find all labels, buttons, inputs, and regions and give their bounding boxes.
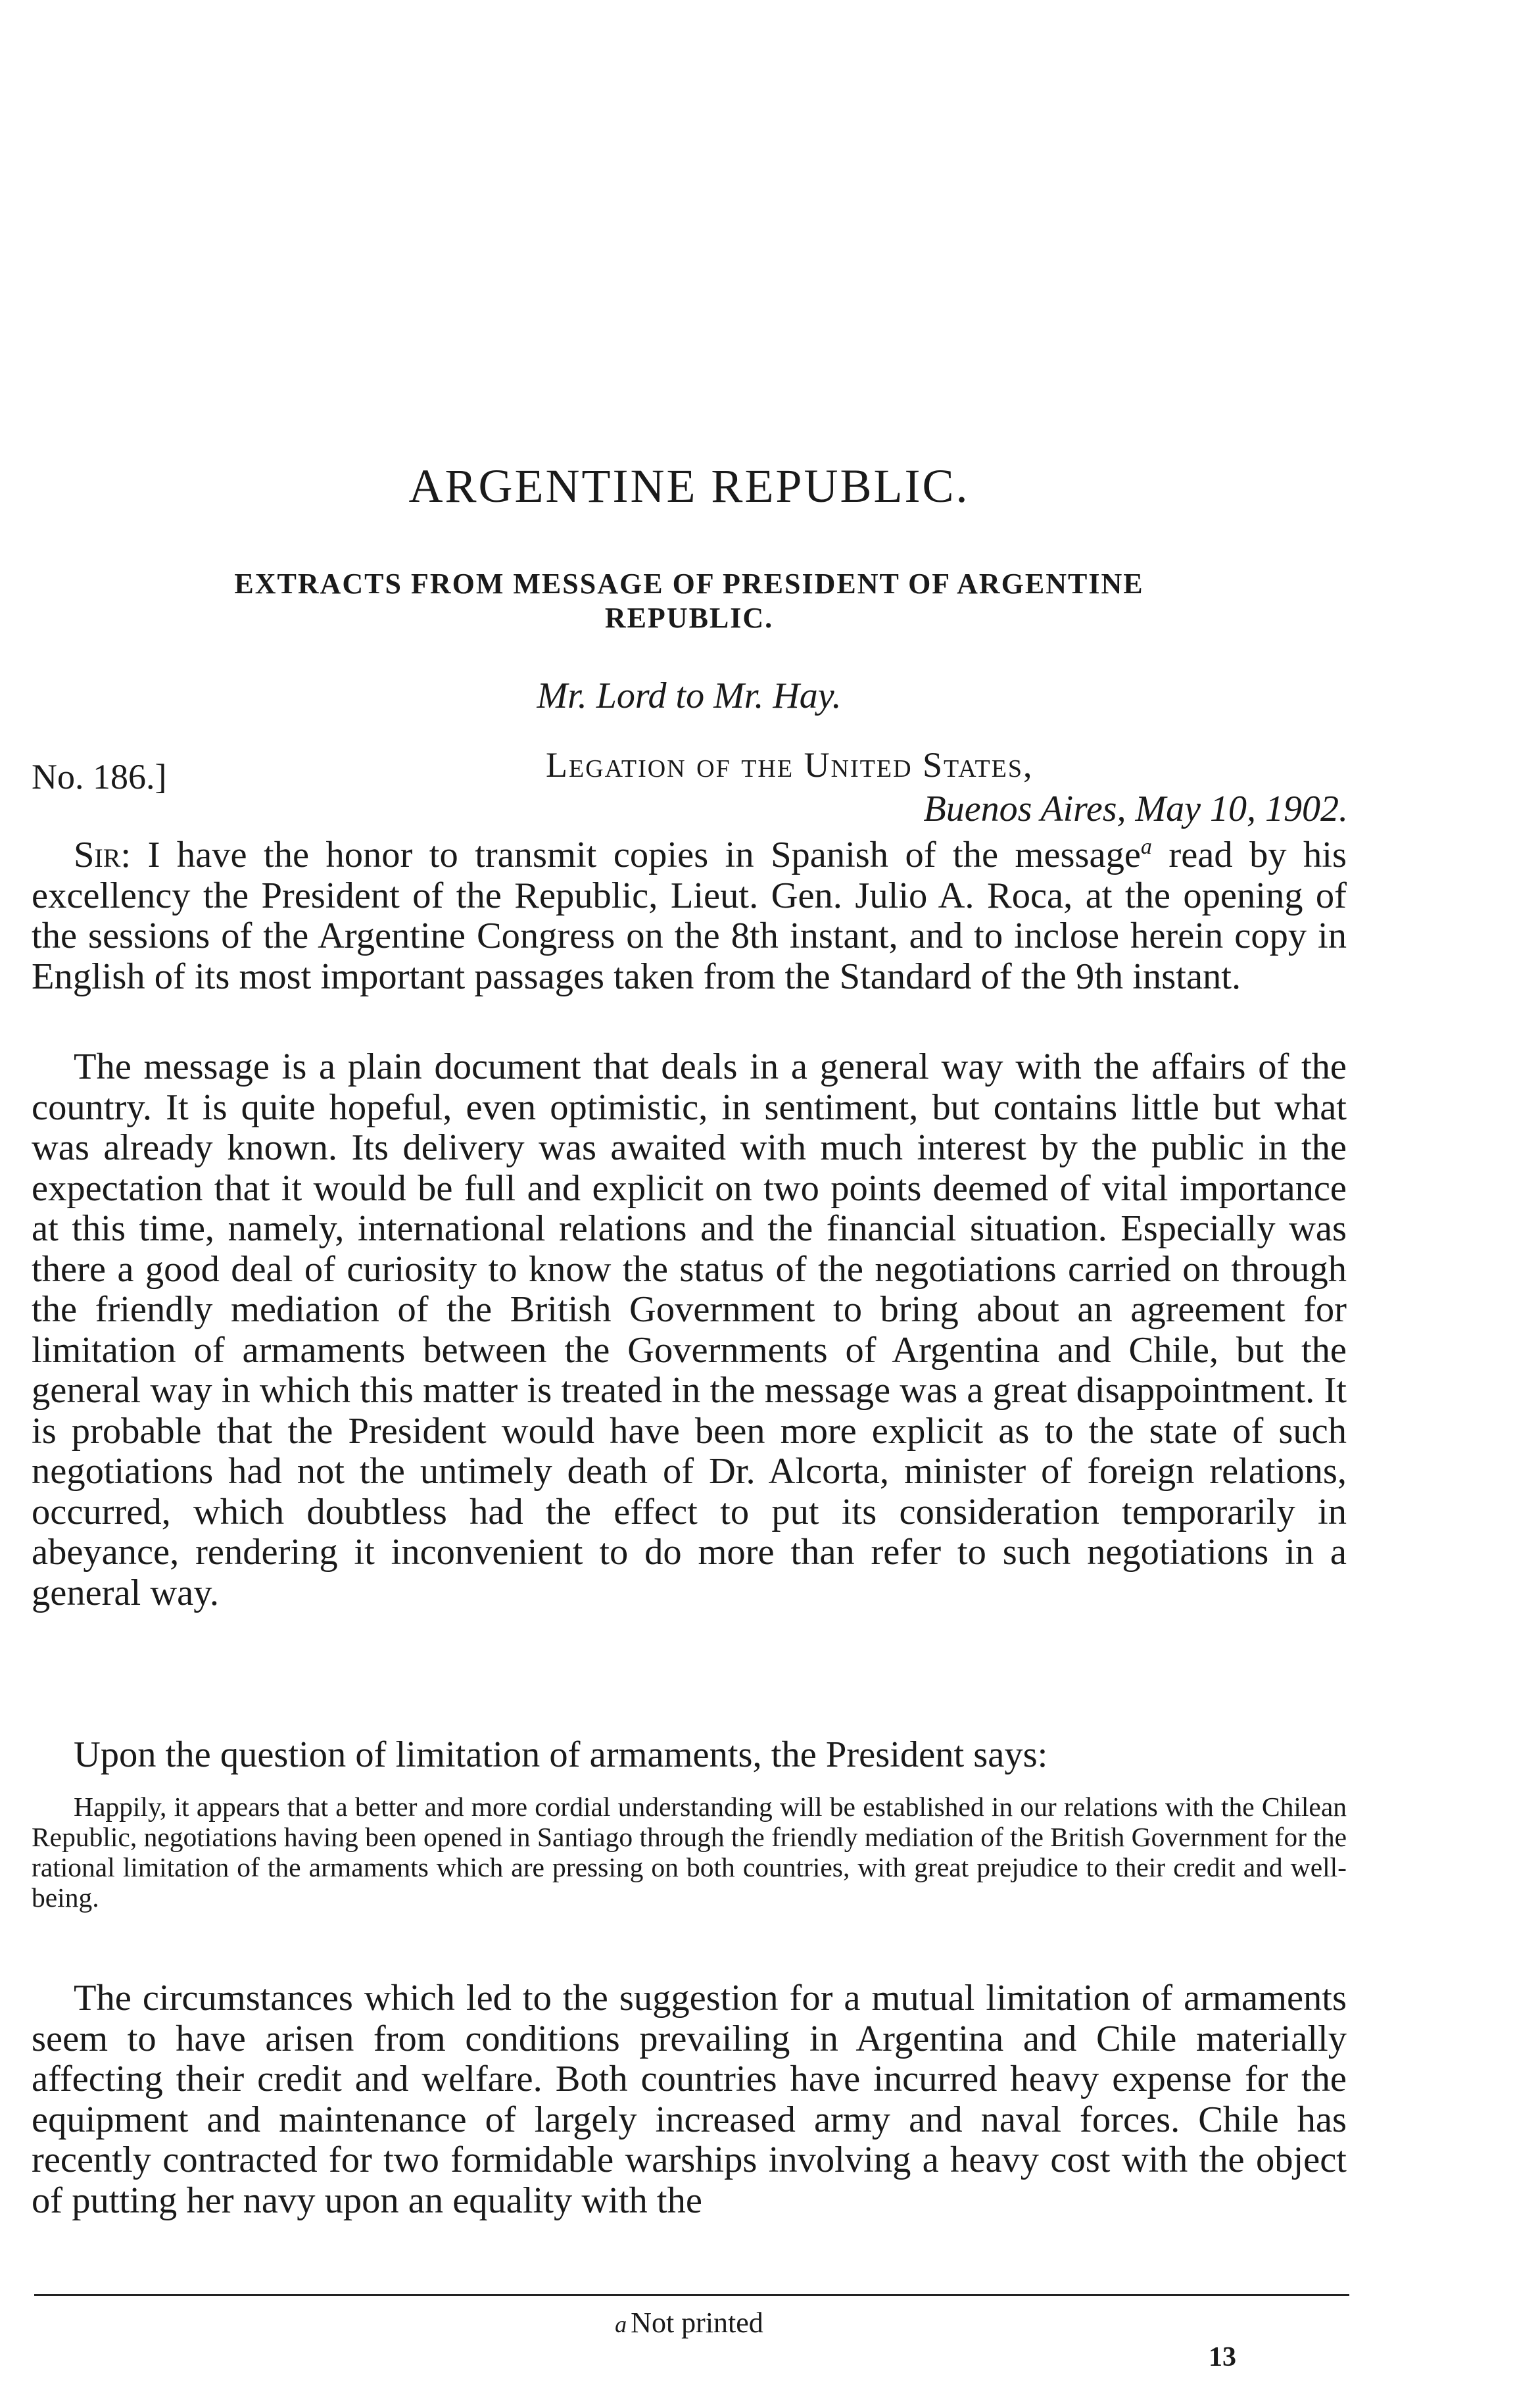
section-subtitle [32, 567, 1347, 635]
document-number: No. 186.] [32, 757, 167, 796]
footnote-divider [34, 2294, 1349, 2296]
addressee-line: Mr. Lord to Mr. Hay. [537, 675, 842, 716]
letter-origin: Legation of the United States, [546, 745, 1034, 785]
paragraph-1-text-b: read by his excellency the President of the Republic, Lieut. Gen. Julio A. Roca, at the opening of the sessions of the Argentine Congress on the 8th instant, and to inclose herein copy in English of its most important passages taken from the Standard of the 9th instant. [32, 835, 1347, 997]
paragraph-4: The circumstances which led to the suggestion for a mutual limitation of armaments seem to have arisen from conditions prevailing in Argentina and Chile materially affecting their credit and welfare. Both countries have incurred heavy expense for the equipment and maintenance of largely increased army and naval forces. Chile has recently contracted for two formidable warships involving a heavy cost with the object of putting her navy upon an equality with the [32, 1978, 1347, 2221]
footnote [32, 2306, 1347, 2339]
subtitle-line-2: REPUBLIC. [604, 601, 774, 634]
footnote-text: Not printed [631, 2307, 763, 2339]
page-number: 13 [1209, 2342, 1236, 2372]
paragraph-2: The message is a plain document that deals in a general way with the affairs of the country. It is quite hopeful, even optimistic, in sentiment, but contains little but what was already known. Its delivery was awaited with much interest by the public in the expectation that it would be full and explicit on two points deemed of vital importance at this time, namely, international relations and the financial situation. Especially was there a good deal of curiosity to know the status of the negotiations carried on through the friendly mediation of the British Government to bring about an agreement for limitation of armaments between the Governments of Argentina and Chile, but the general way in which this matter is treated in the message was a great disappointment. It is probable that the President would have been more explicit as to the state of such negotiations had not the untimely death of Dr. Alcorta, minister of foreign relations, occurred, which doubtless had the effect to put its consideration temporarily in abeyance, rendering it inconvenient to do more than refer to such negotiations in a general way. [32, 1046, 1347, 1613]
subtitle-line-1: EXTRACTS FROM MESSAGE OF PRESIDENT OF ARGENTINE [234, 568, 1144, 600]
paragraph-1-text-a: I have the honor to transmit copies in Spanish of the message [131, 835, 1141, 875]
salutation: Sir: [74, 835, 132, 875]
paragraph-1 [32, 835, 1347, 997]
footnote-mark: a [615, 2311, 627, 2337]
block-quote: Happily, it appears that a better and more cordial understanding will be established in our relations with the Chilean Republic, negotiations having been opened in Santiago through the friendly mediation of the British Government for the rational limitation of the armaments which are pressing on both countries, with great prejudice to their credit and well-being. [32, 1792, 1347, 1913]
letter-dateline: Buenos Aires, May 10, 1902. [923, 789, 1348, 829]
footnote-reference: a [1140, 835, 1152, 860]
page-title: ARGENTINE REPUBLIC. [408, 460, 970, 512]
paragraph-3: Upon the question of limitation of armaments, the President says: [74, 1734, 1048, 1775]
